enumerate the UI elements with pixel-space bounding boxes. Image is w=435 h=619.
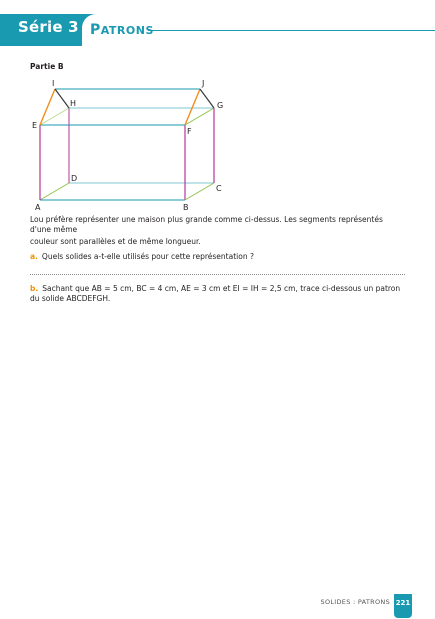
edge-IH	[55, 89, 69, 108]
label-F: F	[187, 127, 192, 136]
chapter-title-initial: P	[90, 22, 101, 38]
question-b-letter: b.	[30, 284, 39, 293]
question-a	[30, 252, 405, 262]
label-J: J	[202, 79, 205, 88]
question-a-letter: a.	[30, 252, 38, 261]
chapter-title-rest: ATRONS	[100, 24, 154, 37]
question-b-text: Sachant que AB = 5 cm, BC = 4 cm, AE = 3 cm et EI = IH = 2,5 cm, trace ci-dessous un patron du solide ABCDEFGH.	[30, 284, 401, 303]
question-a-text: Quels solides a-t-elle utilisés pour cette représentation ?	[41, 252, 254, 261]
edge-BC	[185, 183, 214, 200]
edge-FG	[185, 108, 214, 125]
label-I: I	[52, 79, 55, 88]
label-A: A	[35, 203, 41, 212]
question-b	[30, 284, 405, 304]
header-rule	[148, 30, 435, 31]
part-title: Partie B	[30, 62, 64, 71]
label-D: D	[71, 174, 78, 183]
chapter-title	[90, 22, 154, 38]
edge-EI	[40, 89, 55, 125]
intro-text-line2: couleur sont parallèles et de même longueur.	[30, 237, 201, 246]
intro-text-line1: Lou préfère représenter une maison plus grande comme ci-dessus. Les segments représentés d'une même	[30, 215, 383, 234]
label-H: H	[70, 99, 77, 108]
label-B: B	[183, 203, 189, 212]
label-E: E	[32, 121, 38, 130]
page-number: 221	[394, 594, 412, 618]
edge-JG	[200, 89, 214, 108]
label-C: C	[216, 184, 222, 193]
edge-AD	[40, 183, 69, 200]
edge-EH	[40, 108, 69, 125]
footer-section: SOLIDES : PATRONS	[320, 598, 390, 606]
series-label: Série 3	[18, 18, 79, 36]
house-figure	[30, 75, 230, 215]
label-G: G	[217, 101, 224, 110]
edge-FJ	[185, 89, 200, 125]
answer-line	[30, 274, 405, 275]
